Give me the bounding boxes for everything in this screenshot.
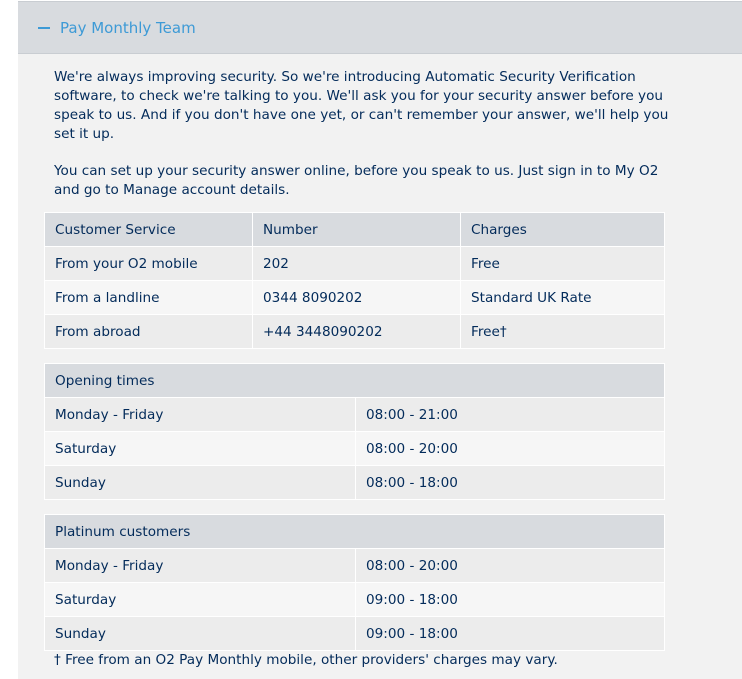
table-row xyxy=(45,617,665,651)
table-cell: From abroad xyxy=(45,315,253,349)
table-row xyxy=(45,315,665,349)
table-cell: From your O2 mobile xyxy=(45,247,253,281)
table-cell: Sunday xyxy=(45,617,356,651)
table-cell: 08:00 - 18:00 xyxy=(356,466,665,500)
table-cell: From a landline xyxy=(45,281,253,315)
table-cell: 09:00 - 18:00 xyxy=(356,617,665,651)
column-header-number: Number xyxy=(253,213,461,247)
intro-paragraph-2: You can set up your security answer online, before you speak to us. Just sign in to My O2 and go to Manage account details. xyxy=(54,163,659,198)
table-row xyxy=(45,549,665,583)
opening-times-header: Opening times xyxy=(45,364,665,398)
platinum-customers-header: Platinum customers xyxy=(45,515,665,549)
table-row xyxy=(45,398,665,432)
pay-monthly-team-panel xyxy=(18,1,742,679)
platinum-times-table xyxy=(44,514,665,651)
table-row xyxy=(45,281,665,315)
table-cell: 202 xyxy=(253,247,461,281)
table-row xyxy=(45,466,665,500)
table-row xyxy=(45,583,665,617)
table-header-row xyxy=(45,515,665,549)
accordion-title: Pay Monthly Team xyxy=(60,18,196,37)
table-cell: Standard UK Rate xyxy=(461,281,665,315)
opening-times-table xyxy=(44,363,665,500)
intro-paragraph-1: We're always improving security. So we're introducing Automatic Security Verification software, to check we're talking to you. We'll ask you for your security answer before you speak to us. And if you don't have one yet, or can't remember your answer, we'll help you set it up. xyxy=(54,69,669,142)
table-cell: Free† xyxy=(461,315,665,349)
table-row xyxy=(45,247,665,281)
table-header-row xyxy=(45,213,665,247)
table-cell: Monday - Friday xyxy=(45,398,356,432)
table-cell: 08:00 - 20:00 xyxy=(356,432,665,466)
footnote: † Free from an O2 Pay Monthly mobile, other providers' charges may vary. xyxy=(54,652,558,668)
table-cell: Sunday xyxy=(45,466,356,500)
table-cell: Monday - Friday xyxy=(45,549,356,583)
table-cell: 0344 8090202 xyxy=(253,281,461,315)
table-cell: +44 3448090202 xyxy=(253,315,461,349)
column-header-charges: Charges xyxy=(461,213,665,247)
table-cell: 09:00 - 18:00 xyxy=(356,583,665,617)
accordion-toggle-pay-monthly-team[interactable] xyxy=(18,1,742,54)
table-cell: 08:00 - 20:00 xyxy=(356,549,665,583)
table-cell: Free xyxy=(461,247,665,281)
collapse-minus-icon xyxy=(38,27,50,29)
table-cell: 08:00 - 21:00 xyxy=(356,398,665,432)
table-header-row xyxy=(45,364,665,398)
column-header-customer-service: Customer Service xyxy=(45,213,253,247)
table-cell: Saturday xyxy=(45,583,356,617)
contact-numbers-table xyxy=(44,212,665,349)
table-row xyxy=(45,432,665,466)
accordion-content xyxy=(18,54,675,670)
table-cell: Saturday xyxy=(45,432,356,466)
